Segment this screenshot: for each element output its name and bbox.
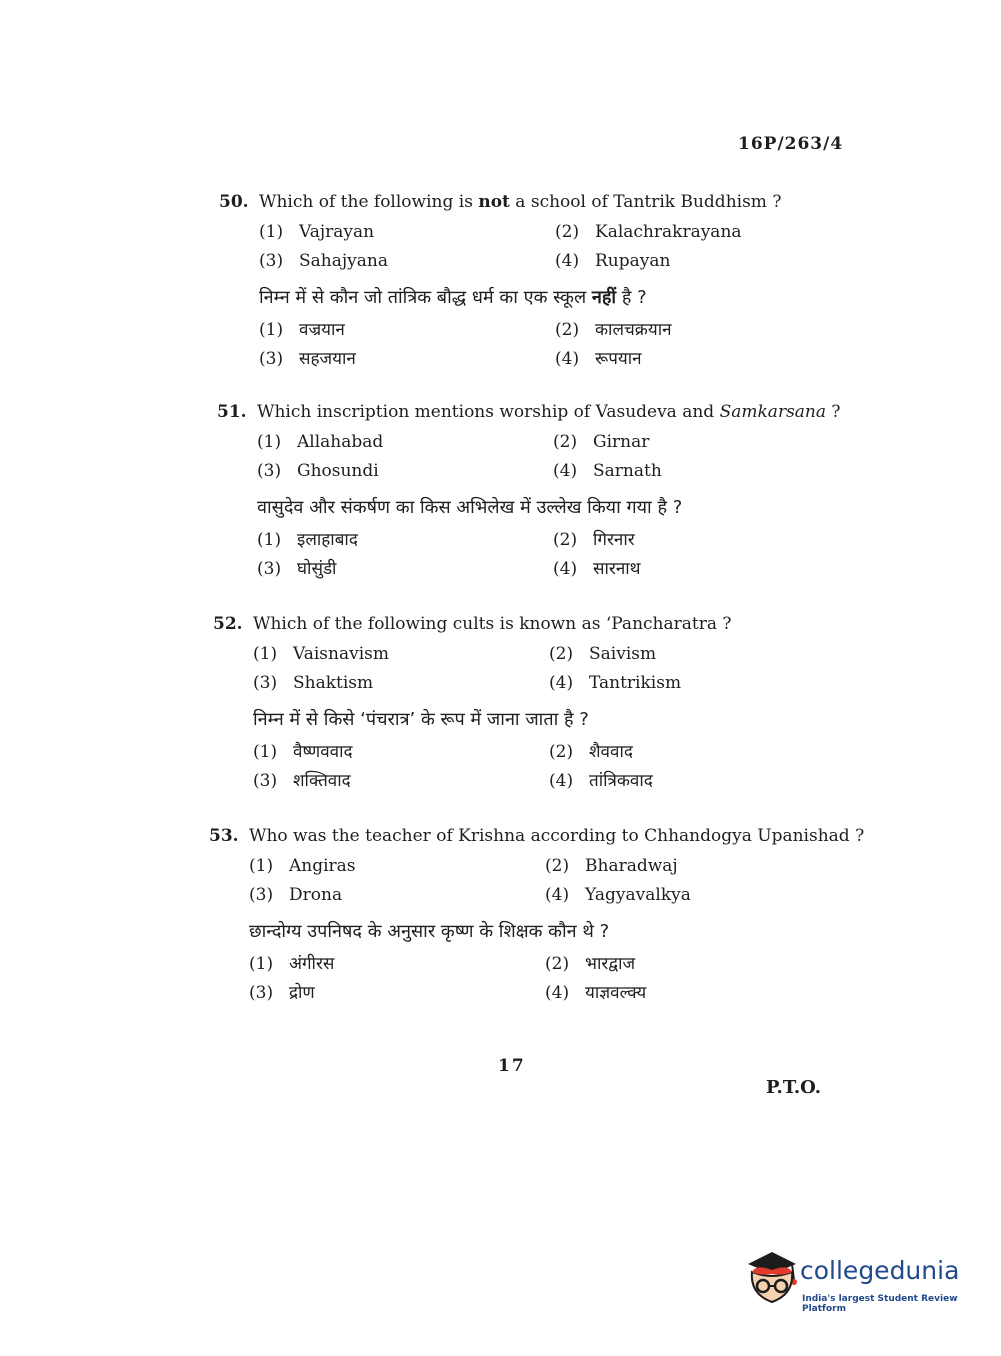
question-text-en: Which inscription mentions worship of Vasudeva and Samkarsana ? [257, 402, 841, 422]
please-turn-over: P.T.O. [766, 1077, 822, 1098]
option-4-en: (4) Tantrikism [549, 673, 682, 693]
question-text-en: Which of the following is not a school of Tantrik Buddhism ? [259, 192, 782, 212]
question-text-en: Who was the teacher of Krishna according to Chhandogya Upanishad ? [249, 826, 865, 846]
option-1-hi: (1) वज्रयान [259, 320, 345, 340]
option-2-en: (2) Bharadwaj [545, 856, 678, 876]
option-3-hi: (3) घोसुंडी [257, 559, 337, 579]
option-1-hi: (1) अंगीरस [249, 954, 335, 974]
question-number: 52. [213, 614, 243, 634]
option-4-en: (4) Rupayan [555, 251, 671, 271]
option-1-en: (1) Vaisnavism [253, 644, 389, 664]
option-4-hi: (4) याज्ञवल्क्य [545, 983, 647, 1003]
question-text-en: Which of the following cults is known as ‘Pancharatra ? [253, 614, 732, 634]
option-3-en: (3) Drona [249, 885, 343, 905]
option-1-en: (1) Angiras [249, 856, 356, 876]
option-2-en: (2) Kalachrakrayana [555, 222, 742, 242]
brand-name: collegedunia [800, 1256, 960, 1285]
option-1-en: (1) Vajrayan [259, 222, 375, 242]
option-4-hi: (4) सारनाथ [553, 559, 641, 579]
option-4-hi: (4) तांत्रिकवाद [549, 771, 653, 791]
question-number: 53. [209, 826, 239, 846]
option-2-en: (2) Saivism [549, 644, 657, 664]
option-4-hi: (4) रूपयान [555, 349, 642, 369]
question-text-hi: छान्दोग्य उपनिषद के अनुसार कृष्ण के शिक्षक कौन थे ? [249, 921, 610, 942]
option-3-en: (3) Shaktism [253, 673, 374, 693]
brand-tagline: India's largest Student Review Platform [802, 1294, 958, 1314]
option-4-en: (4) Sarnath [553, 461, 662, 481]
paper-code: 16P/263/4 [738, 134, 844, 154]
question-text-hi: निम्न में से कौन जो तांत्रिक बौद्ध धर्म का एक स्कूल नहीं है ? [259, 287, 647, 308]
option-2-hi: (2) शैववाद [549, 742, 633, 762]
option-2-hi: (2) गिरनार [553, 530, 635, 550]
question-text-hi: वासुदेव और संकर्षण का किस अभिलेख में उल्लेख किया गया है ? [257, 497, 683, 518]
option-3-en: (3) Sahajyana [259, 251, 388, 271]
option-2-hi: (2) भारद्वाज [545, 954, 636, 974]
option-1-hi: (1) इलाहाबाद [257, 530, 358, 550]
question-text-hi: निम्न में से किसे ‘पंचरात्र’ के रूप में जाना जाता है ? [253, 709, 589, 730]
question-number: 51. [217, 402, 247, 422]
option-3-en: (3) Ghosundi [257, 461, 379, 481]
page-number: 17 [498, 1056, 526, 1076]
option-1-hi: (1) वैष्णववाद [253, 742, 353, 762]
option-3-hi: (3) सहजयान [259, 349, 356, 369]
collegedunia-watermark [744, 1250, 974, 1314]
option-3-hi: (3) द्रोण [249, 983, 315, 1003]
mascot-icon [744, 1250, 800, 1312]
question-number: 50. [219, 192, 249, 212]
option-1-en: (1) Allahabad [257, 432, 384, 452]
option-4-en: (4) Yagyavalkya [545, 885, 691, 905]
option-2-en: (2) Girnar [553, 432, 650, 452]
option-2-hi: (2) कालचक्रयान [555, 320, 672, 340]
option-3-hi: (3) शक्तिवाद [253, 771, 351, 791]
